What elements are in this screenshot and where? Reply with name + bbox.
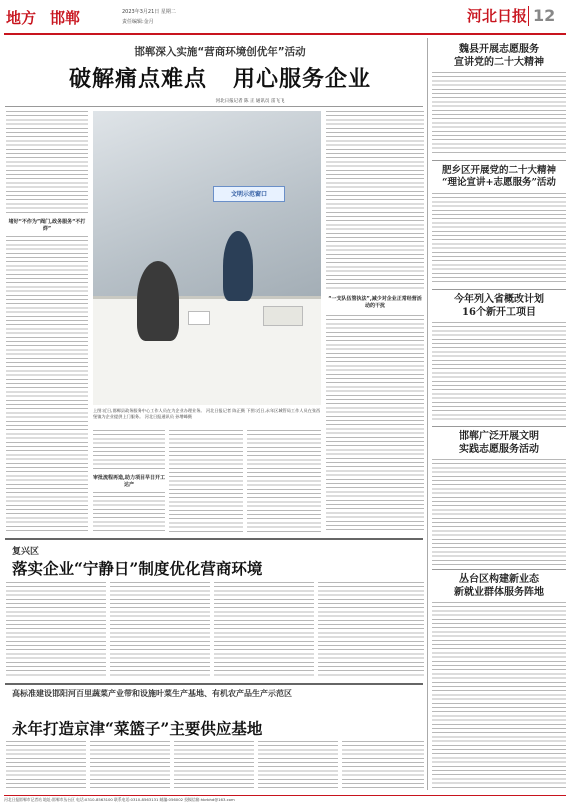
page-number: 12 <box>533 6 556 25</box>
staff-figure <box>223 231 253 301</box>
lead-body-col3a <box>326 111 424 291</box>
second-kicker: 复兴区 <box>12 547 40 557</box>
second-body-col1 <box>6 582 106 678</box>
side-story-5-body <box>432 602 566 791</box>
lead-headline: 破解痛点难点 用心服务企业 <box>69 66 371 92</box>
lead-body-col2d <box>247 430 321 533</box>
section-tag: 地方 <box>6 9 37 27</box>
second-body-col4 <box>318 582 424 678</box>
page-footer: 河北日报邯郸市记者站 地址:邯郸市丛台区 电话:0310-8563100 联系电话:0310-8563131 邮编:056002 投稿信箱:hbrbhd@163.com <box>4 795 566 803</box>
document-on-counter <box>188 311 210 325</box>
side-story-2-title: 肥乡区开展党的二十大精神 “理论宣讲+志愿服务”活动 <box>441 165 556 188</box>
lead-body-col1a <box>6 111 88 216</box>
page-header <box>0 0 570 36</box>
side-story-2-body <box>432 193 566 285</box>
visitor-figure <box>137 261 179 341</box>
side-story-4-body <box>432 459 566 565</box>
third-body-col5 <box>342 741 424 791</box>
second-headline: 落实企业“宁静日”制度优化营商环境 <box>12 559 263 578</box>
third-body-col3 <box>174 741 254 791</box>
lead-subhead-2: “一支队伍管执法”,减少对企业正常经营活动的干扰 <box>328 296 422 309</box>
lead-body-col2a <box>93 430 165 472</box>
section-rule-1 <box>5 538 423 540</box>
third-kicker: 高标准建设邯阳河百里蔬菜产业带和设施叶菜生产基地、有机农产品生产示范区 <box>12 689 292 698</box>
lead-subhead-1: 堵好“不作为”阀门,政务服务“不打烊” <box>8 219 86 232</box>
side-story-1-body <box>432 72 566 156</box>
side-story-1-title: 魏县开展志愿服务 宣讲党的二十大精神 <box>454 44 544 68</box>
side-rule-3 <box>432 426 566 427</box>
second-body-col3 <box>214 582 314 678</box>
lead-photo-caption: 上图:近日,邯郸县政务服务中心工作人员在为企业办理业务。 河北日报记者 陈正摄 下图:近日,永年区城管局工作人员在张西堡镇为企业提供上门服务。 河北日报通讯员 孙增峰摄 <box>93 408 321 419</box>
lead-body-col3b <box>326 315 424 533</box>
third-body-col4 <box>258 741 338 791</box>
lead-byline: 河北日报记者 陈 正 通讯员 雷飞飞 <box>215 99 285 104</box>
column-divider <box>427 38 428 790</box>
lead-body-col1b <box>6 236 88 533</box>
lead-kicker: 邯郸深入实施“营商环境创优年”活动 <box>134 46 306 58</box>
side-rule-1 <box>432 160 566 161</box>
side-rule-2 <box>432 289 566 290</box>
third-body-col2 <box>90 741 170 791</box>
desk-screen <box>263 306 303 326</box>
side-story-4-title: 邯郸广泛开展文明 实践志愿服务活动 <box>459 431 539 455</box>
section-rule-2 <box>5 683 423 685</box>
header-rule <box>4 33 566 35</box>
second-body-col2 <box>110 582 210 678</box>
window-sign: 文明示范窗口 <box>213 186 285 202</box>
side-rule-4 <box>432 569 566 570</box>
side-story-3-body <box>432 322 566 422</box>
lead-rule <box>5 106 423 107</box>
editor-line: 责任编辑:金月 <box>122 19 154 25</box>
third-body-col1 <box>6 741 86 791</box>
lead-body-col2c <box>169 430 243 533</box>
paper-logo: 河北日报 <box>467 7 528 25</box>
side-story-3-title: 今年列入省概改计划 16个新开工项目 <box>454 294 544 318</box>
lead-subhead-3: 审批流程再造,助力项目早日开工达产 <box>93 475 165 488</box>
lead-body-col2b <box>93 492 165 533</box>
section-name: 邯郸 <box>50 9 81 27</box>
side-story-5-title: 丛台区构建新业态 新就业群体服务阵地 <box>454 574 544 598</box>
logo-divider <box>528 6 529 26</box>
date-line: 2023年3月21日 星期二 <box>122 9 176 15</box>
third-headline: 永年打造京津“菜篮子”主要供应基地 <box>12 719 263 738</box>
lead-photo <box>93 111 321 405</box>
